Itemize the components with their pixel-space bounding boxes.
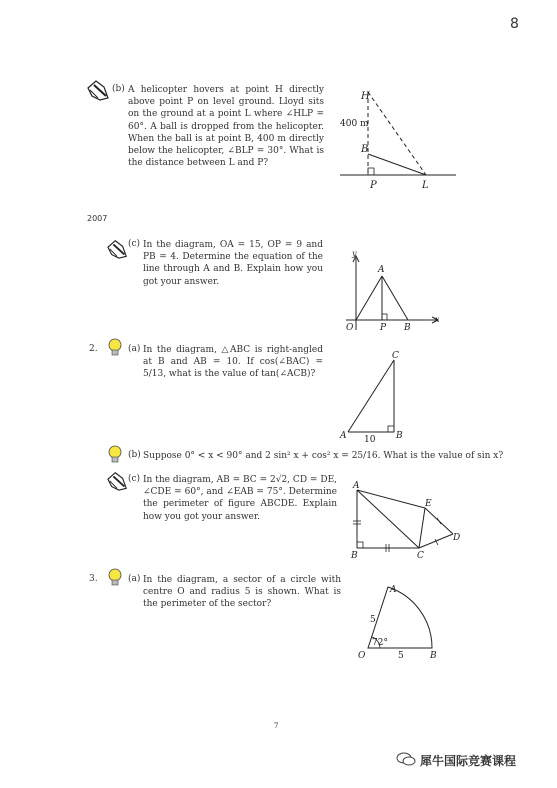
- pencil-hand-icon: [106, 470, 130, 496]
- label-A: A: [378, 265, 385, 275]
- pentagon-diagram: [345, 478, 465, 562]
- right-triangle-diagram: [336, 348, 416, 444]
- question-label: (a): [128, 574, 141, 584]
- wechat-icon: [396, 752, 416, 769]
- question-label: (a): [128, 344, 141, 354]
- helicopter-diagram: [336, 82, 466, 192]
- label-B: B: [404, 323, 411, 332]
- sector-diagram: [356, 582, 446, 662]
- watermark-text: 犀牛国际竞赛课程: [420, 754, 517, 768]
- label-A: A: [390, 585, 397, 595]
- label-E: E: [425, 499, 432, 509]
- label-D: D: [453, 533, 461, 543]
- label-O: O: [358, 651, 366, 661]
- label-P: P: [380, 323, 387, 332]
- axis-x: x: [435, 315, 440, 324]
- label-B: B: [351, 551, 358, 561]
- label-radius-oa: 5: [370, 615, 376, 625]
- question-number: 2.: [89, 344, 98, 354]
- question-label: (c): [128, 474, 141, 484]
- lightbulb-icon: [108, 338, 122, 362]
- pencil-hand-icon: [86, 78, 112, 106]
- question-text-sector: In the diagram, a sector of a circle with centre O and radius 5 is shown. What is the perimeter of the sector?: [143, 575, 341, 610]
- question-number: 3.: [89, 574, 98, 584]
- axis-y: y: [352, 249, 357, 258]
- watermark: [396, 752, 516, 769]
- label-C: C: [392, 351, 399, 361]
- label-A: A: [340, 431, 347, 441]
- label-radius-ob: 5: [398, 651, 404, 661]
- coordinate-diagram: [342, 248, 442, 332]
- question-text-line: In the diagram, OA = 15, OP = 9 and PB = 4. Determine the equation of the line through A and B. Explain how you got your answer.: [143, 240, 323, 287]
- label-B: B: [361, 144, 369, 155]
- page-number-bottom: 7: [274, 722, 279, 730]
- question-text-triangle: In the diagram, △ABC is right-angled at B and AB = 10. If cos(∠BAC) = 5/13, what is the value of tan(∠ACB)?: [143, 345, 323, 380]
- label-B: B: [430, 651, 437, 661]
- label-O: O: [346, 323, 354, 332]
- year-label: 2007: [87, 214, 108, 223]
- label-side-10: 10: [364, 435, 376, 444]
- pencil-hand-icon: [106, 238, 130, 264]
- label-L: L: [422, 180, 429, 191]
- question-label: (c): [128, 239, 141, 249]
- label-angle: 72°: [372, 638, 388, 648]
- question-label: (b): [112, 84, 125, 94]
- label-A: A: [353, 481, 360, 491]
- label-P: P: [370, 180, 377, 191]
- page-number-top: 8: [510, 16, 519, 32]
- question-text-pentagon: In the diagram, AB = BC = 2√2, CD = DE, ∠CDE = 60°, and ∠EAB = 75°. Determine the perimeter of figure ABCDE. Explain how you got your answer.: [143, 475, 337, 522]
- lightbulb-icon: [108, 445, 122, 469]
- label-C: C: [417, 551, 424, 561]
- label-H: H: [361, 91, 370, 102]
- lightbulb-icon: [108, 568, 122, 592]
- label-400m: 400 m: [340, 119, 369, 129]
- label-B: B: [396, 431, 403, 441]
- question-label: (b): [128, 450, 141, 460]
- question-text-sin: Suppose 0° < x < 90° and 2 sin² x + cos² x = 25/16. What is the value of sin x?: [143, 451, 504, 461]
- question-text-helicopter: A helicopter hovers at point H directly above point P on level ground. Lloyd sits on the ground at a point L where ∠HLP = 60°. A ball is dropped from the helicopter. When the ball is at point B, 400 m directly below the helicopter, ∠BLP = 30°. What is the distance between L and P?: [128, 85, 324, 169]
